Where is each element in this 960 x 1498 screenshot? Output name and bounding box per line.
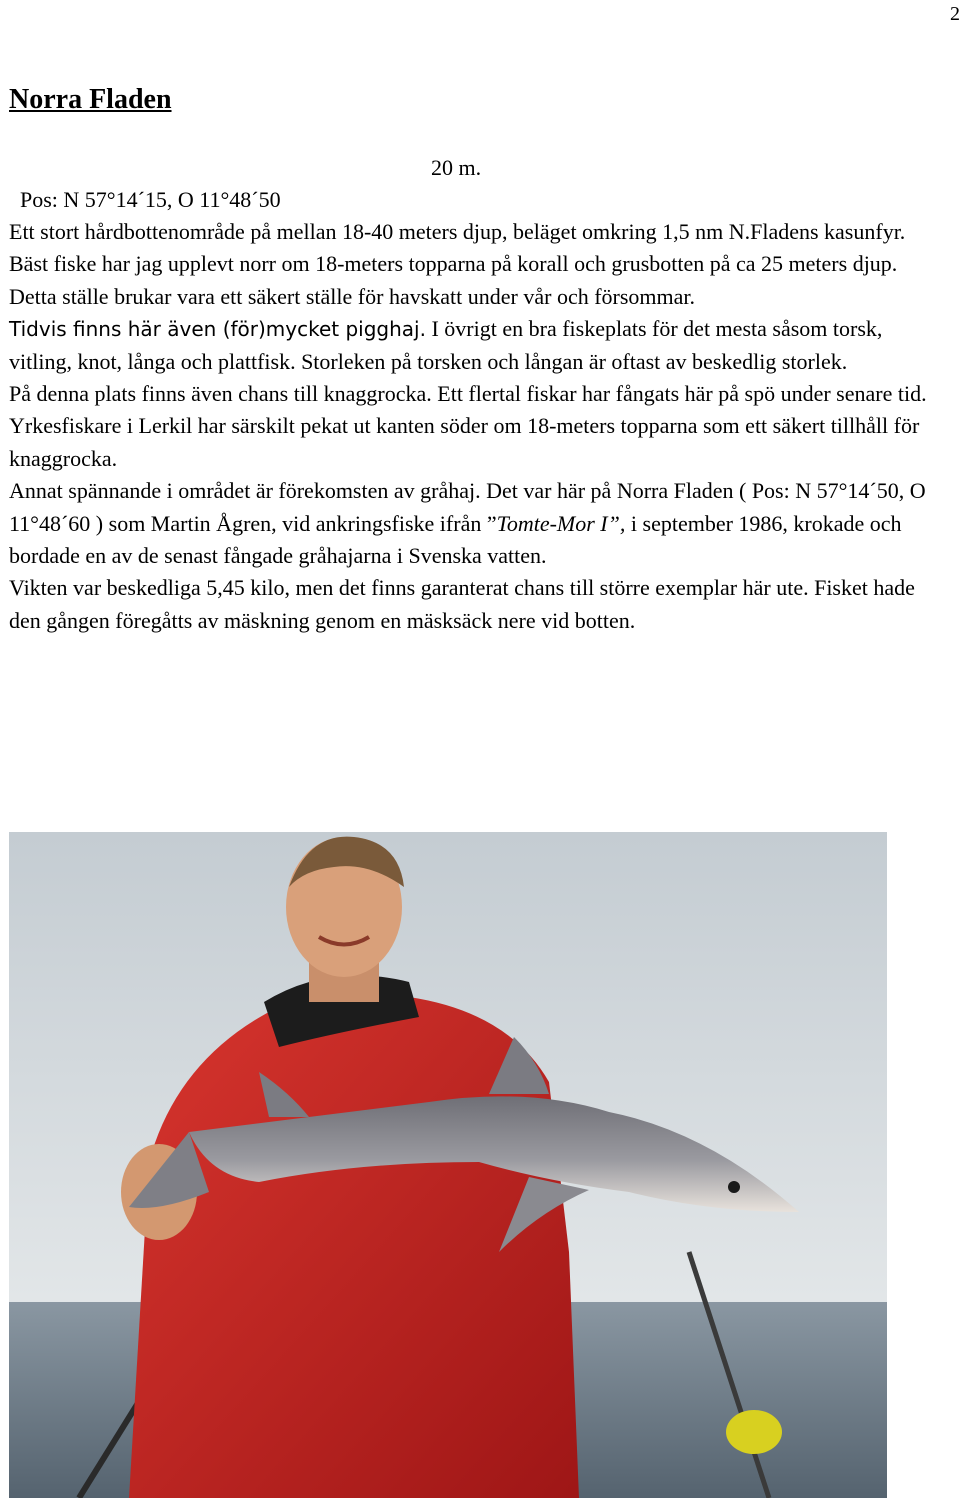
position-depth: 20 m. bbox=[431, 155, 482, 180]
photo-illustration bbox=[9, 832, 887, 1498]
paragraph-grahaj bbox=[9, 475, 944, 572]
page-number: 2 bbox=[950, 3, 960, 25]
paragraph-weight: Vikten var beskedliga 5,45 kilo, men det finns garanterat chans till större exemplar här ute. Fisket hade den gången föregåtts av mäskning genom en mäsksäck nere vid botten. bbox=[9, 575, 915, 633]
paragraph-intro: Ett stort hårdbottenområde på mellan 18-40 meters djup, beläget omkring 1,5 nm N.Fladens kasunfyr. bbox=[9, 219, 906, 244]
boat-name-quote: ”, bbox=[607, 510, 626, 536]
paragraph-grahaj-rest: i september 1986, krokade och bordade en av de senast fångade gråhajarna i Svenska vatten. bbox=[9, 510, 902, 569]
shark-eye bbox=[728, 1181, 740, 1193]
fishing-reel bbox=[726, 1410, 782, 1454]
paragraph-grahaj-lead: Annat spännande i området är förekomsten av gråhaj. Det var här på Norra Fladen ( Pos: N 57°14´50, O 11°48´60 ) som Martin Ågren, vid ankringsfiske ifrån ” bbox=[9, 478, 926, 536]
photo-man-with-shark bbox=[9, 832, 887, 1498]
paragraph-best-fishing: Bäst fiske har jag upplevt norr om 18-meters topparna på korall och grusbotten på ca 25 meters djup. Detta ställe brukar vara ett säkert ställe för havskatt under vår och försommar. bbox=[9, 251, 898, 309]
paragraph-species bbox=[9, 313, 944, 378]
position-coordinates: Pos: N 57°14´15, O 11°48´50 bbox=[20, 187, 281, 212]
paragraph-species-lead: Tidvis finns här även (för)mycket pigghaj. bbox=[9, 317, 426, 342]
boat-name: Tomte-Mor I bbox=[496, 510, 608, 536]
page-title: Norra Fladen bbox=[9, 84, 172, 115]
paragraph-species-rest: I övrigt en bra fiskeplats för det mesta såsom torsk, vitling, knot, långa och plattfisk. Storleken på torsken och långan är oftast av beskedlig storlek. bbox=[9, 316, 883, 374]
paragraph-knaggrocka: På denna plats finns även chans till knaggrocka. Ett flertal fiskar har fångats här på spö under senare tid. Yrkesfiskare i Lerkil har särskilt pekat ut kanten söder om 18-meters topparna som ett säkert tillhåll för knaggrocka. bbox=[9, 381, 927, 471]
article-body bbox=[9, 216, 944, 637]
